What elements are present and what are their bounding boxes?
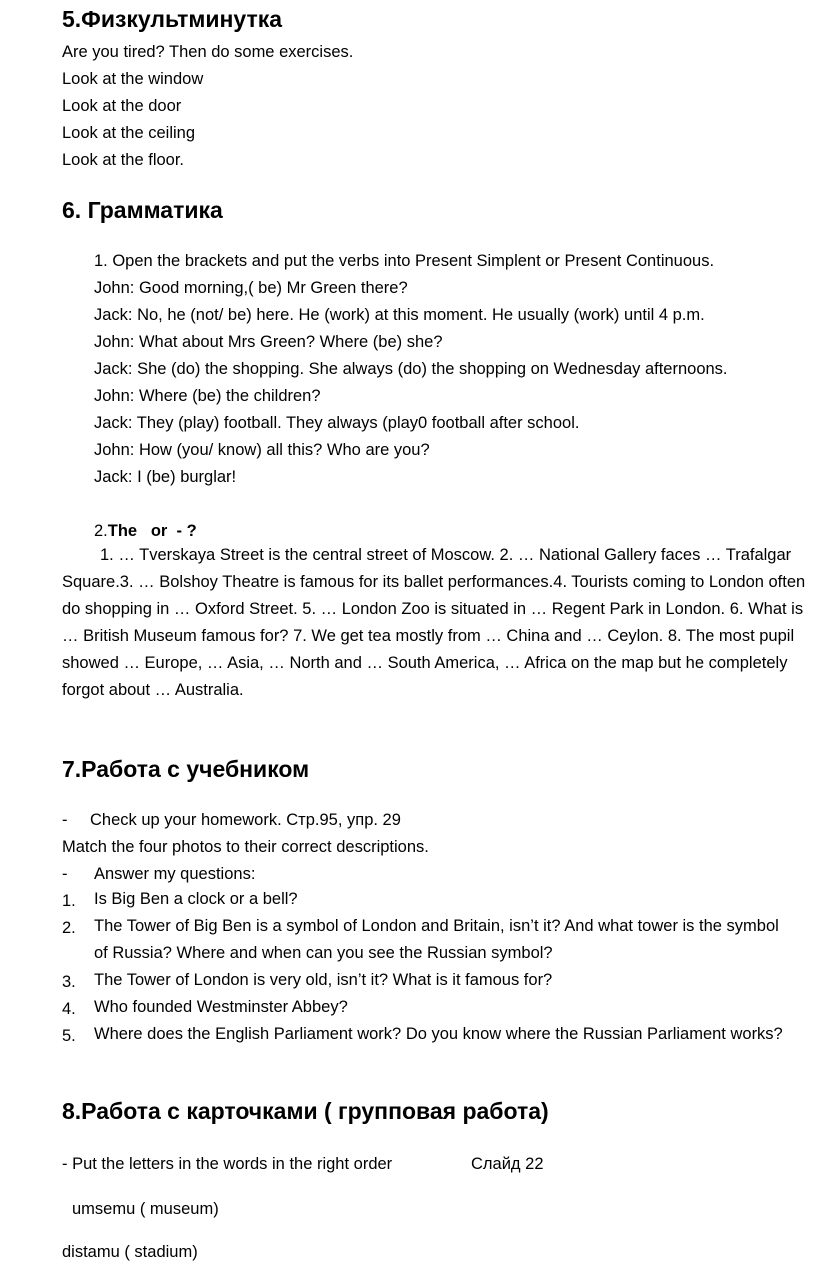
scrambled-word: distamu ( stadium): [62, 1243, 198, 1261]
exercise-1-line: John: What about Mrs Green? Where (be) she?: [94, 333, 443, 351]
question-text: Where does the English Parliament work? Do you know where the Russian Parliament works?: [94, 1025, 783, 1043]
scrambled-word: umsemu ( museum): [72, 1200, 219, 1218]
exercise-2-title-text: The or - ?: [107, 522, 197, 540]
exercise-1-line: John: Where (be) the children?: [94, 387, 321, 405]
section-8-heading: 8.Работа с карточками ( групповая работа): [62, 1098, 549, 1124]
question-number: 3.: [62, 973, 76, 991]
slide-label: Слайд 22: [471, 1155, 544, 1173]
exercise-2-text: 1. … Tverskaya Street is the central street of Moscow. 2. … National Gallery faces … Trafalgar Square.3. … Bolshoy Theatre is famous for its ballet performances.4. Tourists coming to London often do shopping in … Oxford Street. 5. … London Zoo is situated in … Regent Park in London. 6. What is … British Museum famous for? 7. We get tea mostly from … China and … Ceylon. 8. The most pupil showed … Europe, … Asia, … North and … South America, … Africa on the map but he completely forgot about … Australia.: [62, 546, 806, 699]
section-5-line: Look at the door: [62, 97, 182, 115]
instruction-line: - Put the letters in the words in the right order: [62, 1155, 393, 1173]
question-text: The Tower of London is very old, isn’t it? What is it famous for?: [94, 971, 553, 989]
section-7-heading: 7.Работа с учебником: [62, 756, 310, 782]
exercise-1-line: John: How (you/ know) all this? Who are you?: [94, 441, 430, 459]
section-5-line: Look at the floor.: [62, 151, 185, 169]
answer-line: Answer my questions:: [94, 865, 256, 883]
dash: -: [62, 811, 68, 829]
question-text: The Tower of Big Ben is a symbol of London and Britain, isn’t it? And what tower is the symbol of Russia? Where and when can you see the Russian symbol?: [94, 917, 779, 962]
question-number: 1.: [62, 892, 76, 910]
exercise-2-number: 2.: [94, 522, 108, 540]
question-number: 5.: [62, 1027, 76, 1045]
section-5-line: Look at the window: [62, 70, 204, 88]
homework-line: Check up your homework. Стр.95, упр. 29: [90, 811, 401, 829]
dash: -: [62, 865, 68, 883]
question-number: 2.: [62, 919, 76, 937]
exercise-1-line: Jack: She (do) the shopping. She always (do) the shopping on Wednesday afternoons.: [94, 360, 728, 378]
section-5-line: Look at the ceiling: [62, 124, 196, 142]
question-number: 4.: [62, 1000, 76, 1018]
exercise-1-line: Jack: I (be) burglar!: [94, 468, 237, 486]
section-6-heading: 6. Грамматика: [62, 197, 223, 223]
match-line: Match the four photos to their correct descriptions.: [62, 838, 429, 856]
section-5-heading: 5.Физкультминутка: [62, 6, 283, 32]
section-5-line: Are you tired? Then do some exercises.: [62, 43, 354, 61]
exercise-1-line: Jack: They (play) football. They always (play0 football after school.: [94, 414, 580, 432]
exercise-1-line: John: Good morning,( be) Mr Green there?: [94, 279, 408, 297]
exercise-2-title: [94, 520, 197, 542]
question-text: Who founded Westminster Abbey?: [94, 998, 348, 1016]
question-text: Is Big Ben a clock or a bell?: [94, 890, 298, 908]
exercise-1-line: Jack: No, he (not/ be) here. He (work) at this moment. He usually (work) until 4 p.m.: [94, 306, 705, 324]
exercise-1-line: 1. Open the brackets and put the verbs into Present Simplent or Present Continuous.: [94, 252, 715, 270]
